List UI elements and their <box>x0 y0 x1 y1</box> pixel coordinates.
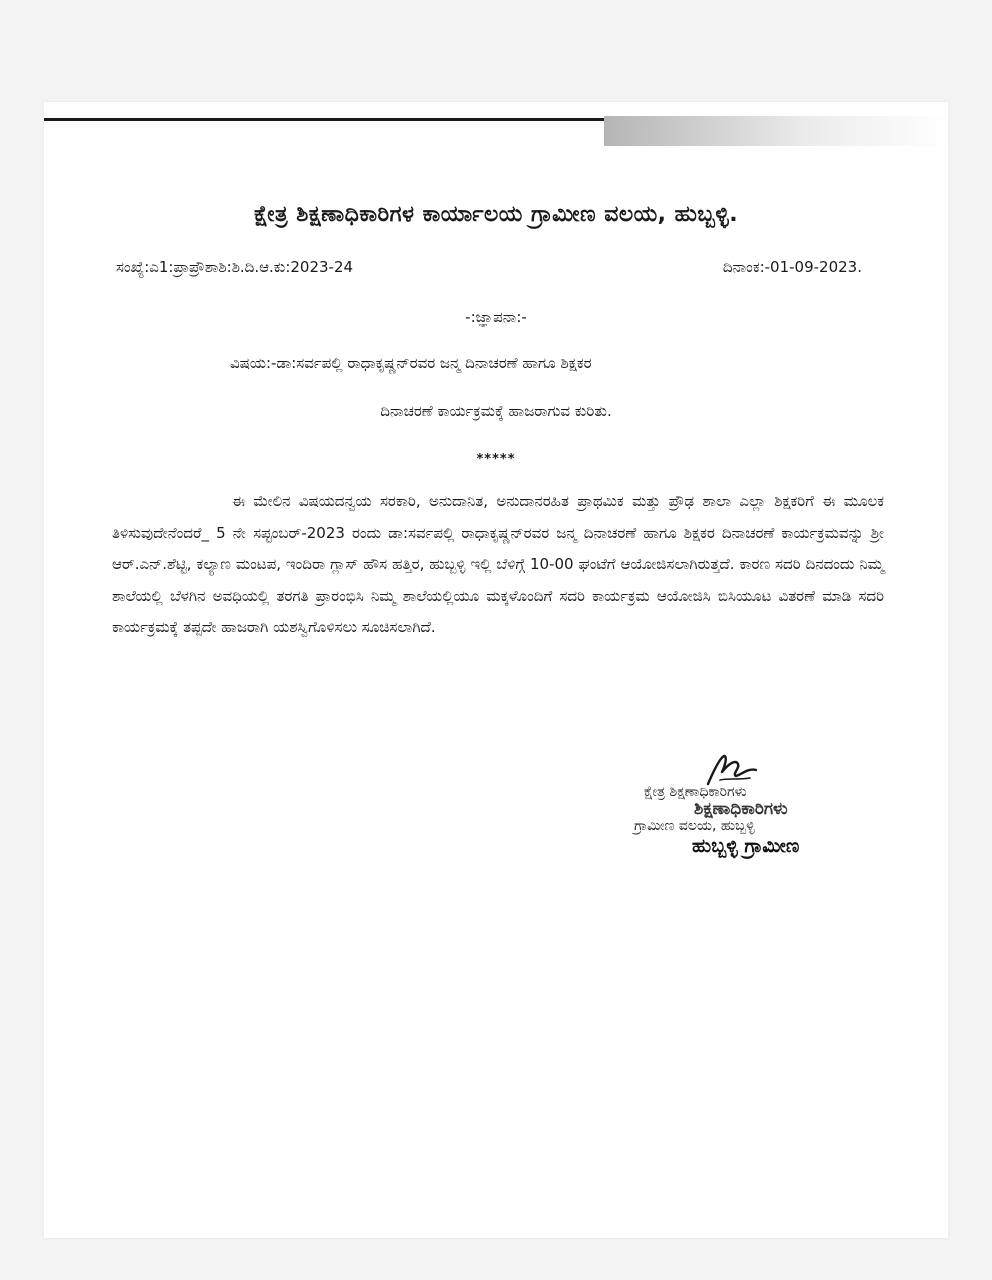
subject-line-2: ದಿನಾಚರಣೆ ಕಾರ್ಯಕ್ರಮಕ್ಕೆ ಹಾಜರಾಗುವ ಕುರಿತು. <box>380 402 612 420</box>
office-heading: ಕ್ಷೇತ್ರ ಶಿಕ್ಷಣಾಧಿಕಾರಿಗಳ ಕಾರ್ಯಾಲಯ ಗ್ರಾಮೀಣ ವಲಯ, ಹುಬ್ಬಳ್ಳಿ. <box>253 202 739 227</box>
subject-line-1: ವಿಷಯ:-ಡಾ:ಸರ್ವಪಲ್ಲಿ ರಾಧಾಕೃಷ್ಣನ್‌ರವರ ಜನ್ಮ ದಿನಾಚರಣೆ ಹಾಗೂ ಶಿಕ್ಷಕರ <box>230 354 592 372</box>
signature-block <box>630 750 850 860</box>
document-page <box>44 102 948 1238</box>
notice-label: -:ಜ್ಞಾಪನಾ:- <box>465 308 527 326</box>
document-date: ದಿನಾಂಕ:-01-09-2023. <box>722 258 862 276</box>
svg-text:ಹುಬ್ಬಳ್ಳಿ ಗ್ರಾಮೀಣ: ಹುಬ್ಬಳ್ಳಿ ಗ್ರಾಮೀಣ <box>692 835 800 857</box>
scan-shadow <box>604 116 948 146</box>
top-rule <box>44 118 604 121</box>
signatory-title: ಕ್ಷೇತ್ರ ಶಿಕ್ಷಣಾಧಿಕಾರಿಗಳು <box>644 784 747 800</box>
svg-text:ಶಿಕ್ಷಣಾಧಿಕಾರಿಗಳು: ಶಿಕ್ಷಣಾಧಿಕಾರಿಗಳು <box>694 799 788 819</box>
reference-number: ಸಂಖ್ಯೆ:ಎ1:ಪ್ರಾಪ್ರೌಶಾಶಿ:ಶಿ.ದಿ.ಆ.ಕು:2023-24 <box>116 258 354 276</box>
body-paragraph: ಈ ಮೇಲಿನ ವಿಷಯದನ್ವಯ ಸರಕಾರಿ, ಅನುದಾನಿತ, ಅನುದಾನರಹಿತ ಪ್ರಾಥಮಿಕ ಮತ್ತು ಪ್ರೌಢ ಶಾಲಾ ಎಲ್ಲಾ ಶಿಕ್ಷಕರಿಗೆ ಈ ಮೂಲಕ ತಿಳಿಸುವುದೇನೆಂದರೆ_ 5 ನೇ ಸಪ್ಟಂಬರ್-2023 ರಂದು ಡಾ:ಸರ್ವಪಲ್ಲಿ ರಾಧಾಕೃಷ್ಣನ್‌ರವರ ಜನ್ಮ ದಿನಾಚರಣೆ ಹಾಗೂ ಶಿಕ್ಷಕರ ದಿನಾಚರಣೆ ಕಾರ್ಯಕ್ರಮವನ್ನು ಶ್ರೀ ಆರ್.ಎನ್.ಶೆಟ್ಟಿ, ಕಲ್ಯಾಣ ಮಂಟಪ, ಇಂದಿರಾ ಗ್ಲಾಸ್ ಹೌಸ ಹತ್ತಿರ, ಹುಬ್ಬಳ್ಳಿ ಇಲ್ಲಿ ಬೆಳಿಗ್ಗೆ 10-00 ಘಂಟೆಗೆ ಆಯೋಜಿಸಲಾಗಿರುತ್ತದೆ. ಕಾರಣ ಸದರಿ ದಿನದಂದು ನಿಮ್ಮ ಶಾಲೆಯಲ್ಲಿ ಬೆಳಗಿನ ಅವಧಿಯಲ್ಲಿ ತರಗತಿ ಪ್ರಾರಂಭಿಸಿ ನಿಮ್ಮ ಶಾಲೆಯಲ್ಲಿಯೂ ಮಕ್ಕಳೊಂದಿಗೆ ಸದರಿ ಕಾರ್ಯಕ್ರಮ ಆಯೋಜಿಸಿ ಬಿಸಿಯೂಟ ವಿತರಣೆ ಮಾಡಿ ಸದರಿ ಕಾರ್ಯಕ್ರಮಕ್ಕೆ ತಪ್ಪದೇ ಹಾಜರಾಗಿ ಯಶಸ್ವಿಗೊಳಿಸಲು ಸೂಚಿಸಲಾಗಿದೆ. <box>112 492 884 636</box>
separator: ***** <box>476 452 516 467</box>
signatory-office: ಗ್ರಾಮೀಣ ವಲಯ, ಹುಬ್ಬಳ್ಳಿ <box>634 818 755 834</box>
